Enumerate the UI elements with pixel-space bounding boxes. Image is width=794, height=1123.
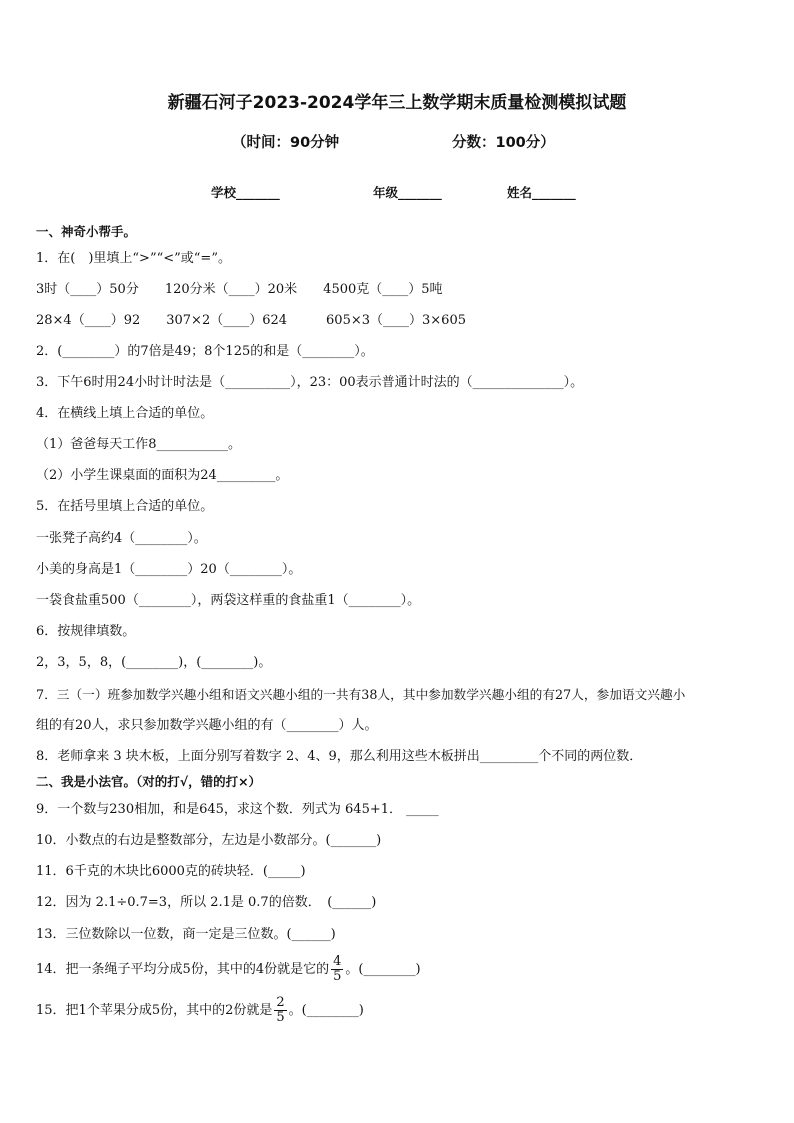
question-line: 12．因为 2.1÷0.7=3，所以 2.1是 0.7的倍数． (______): [36, 895, 377, 910]
question-15: [36, 996, 364, 1025]
question-line: 9．一个数与230相加，和是645，求这个数．列式为 645+1． _____: [36, 802, 439, 817]
question-line: 10．小数点的右边是整数部分，左边是小数部分。(_______): [36, 833, 382, 848]
question-line: 5．在括号里填上合适的单位。: [36, 499, 214, 514]
question-line: 6．按规律填数。: [36, 624, 136, 639]
question-line: 7．三（一）班参加数学兴趣小组和语文兴趣小组的一共有38人，其中参加数学兴趣小组的有27人，参加语文兴趣小: [36, 687, 686, 702]
question-line: 一袋食盐重500（________），两袋这样重的食盐重1（________）。: [36, 593, 421, 608]
section-heading: 二、我是小法官。（对的打√，错的打×）: [36, 774, 262, 789]
name-field: 姓名_______: [507, 185, 576, 200]
question-line: 4．在横线上填上合适的单位。: [36, 406, 214, 421]
question-line: 3．下午6时用24小时计时法是（__________），23：00表示普通计时法的（______________）。: [36, 375, 584, 390]
fraction: [331, 955, 343, 984]
exam-time: （时间：90分钟: [232, 135, 340, 151]
school-field: 学校_______: [211, 185, 280, 200]
question-line: 一张凳子高约4（________）。: [36, 531, 207, 546]
question-line: 小美的身高是1（________）20（________）。: [36, 562, 302, 577]
question-line: （1）爸爸每天工作8___________。: [36, 437, 242, 452]
question-14: [36, 955, 421, 984]
fraction-numerator: 4: [333, 954, 342, 969]
question-line: 8．老师拿来 3 块木板，上面分别写着数字 2、4、9，那么利用这些木板拼出_________个不同的两位数．: [36, 749, 643, 764]
question-line: 2，3，5，8，(________)，(________)。: [36, 655, 272, 670]
question-line: 3时（____）50分 120分米（____）20米 4500克（____）5吨: [36, 282, 443, 297]
fraction-numerator: 2: [276, 995, 285, 1010]
answer-blank: 。(________): [345, 962, 421, 977]
fraction-denominator: 5: [333, 969, 342, 984]
section-heading: 一、神奇小帮手。: [36, 224, 137, 239]
question-line: 13．三位数除以一位数，商一定是三位数。(______): [36, 927, 336, 942]
answer-blank: 。(________): [288, 1003, 364, 1018]
question-line: 组的有20人，求只参加数学兴趣小组的有（________）人。: [36, 718, 378, 733]
question-line: 11．6千克的木块比6000克的砖块轻．(_____): [36, 864, 306, 879]
fraction-denominator: 5: [276, 1010, 285, 1025]
question-line: 2．(________）的7倍是49；8个125的和是（________）。: [36, 344, 374, 359]
page-title: 新疆石河子2023-2024学年三上数学期末质量检测模拟试题: [167, 93, 627, 113]
question-line: 28×4（____）92 307×2（____）624 605×3（____）3×605: [36, 313, 466, 328]
question-text: 14．把一条绳子平均分成5份，其中的4份就是它的: [36, 962, 330, 977]
fraction: [274, 996, 286, 1025]
exam-score: 分数：100分）: [452, 135, 555, 151]
question-line: （2）小学生课桌面的面积为24_________。: [36, 468, 289, 483]
grade-field: 年级_______: [373, 185, 442, 200]
question-line: 1．在( )里填上“>”“<”或“=”。: [36, 251, 231, 266]
question-text: 15．把1个苹果分成5份，其中的2份就是: [36, 1003, 273, 1018]
